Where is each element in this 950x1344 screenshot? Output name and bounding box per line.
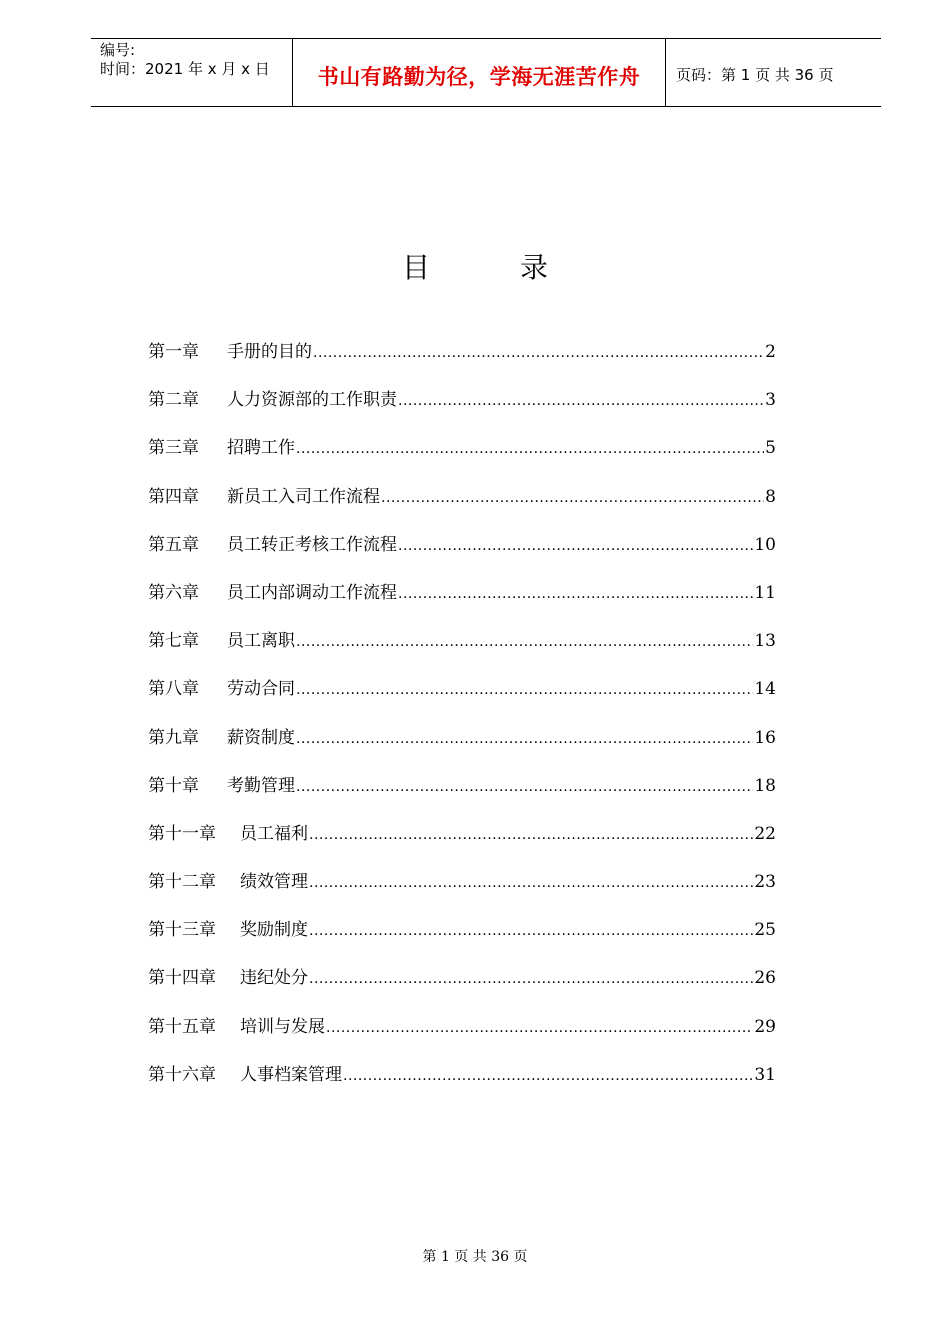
toc-chapter: 第十五章 [148,1016,216,1037]
toc-leader-dots [398,532,753,560]
toc-page-number: 13 [754,631,776,652]
toc-chapter: 第六章 [148,582,199,603]
toc-leader-dots [309,869,753,897]
toc-entry-title: 考勤管理 [227,775,295,796]
toc-page-number: 8 [765,486,776,507]
toc-entry-2[interactable] [148,386,776,434]
toc-leader-dots [326,1014,753,1042]
toc-chapter: 第七章 [148,631,199,652]
toc-entry-title: 员工转正考核工作流程 [227,534,397,555]
table-of-contents [148,338,776,1109]
toc-chapter: 第二章 [148,390,199,411]
toc-title [0,246,950,286]
toc-entry-16[interactable] [148,1061,776,1109]
toc-entry-title: 员工离职 [227,631,295,652]
toc-page-number: 23 [754,872,776,893]
toc-entry-14[interactable] [148,964,776,1012]
toc-chapter: 第十一章 [148,823,216,844]
time-label: 时间：2021 年 x 月 x 日 [100,60,270,78]
toc-entry-9[interactable] [148,724,776,772]
toc-entry-5[interactable] [148,531,776,579]
toc-leader-dots [381,484,764,512]
toc-leader-dots [313,339,764,367]
toc-leader-dots [309,917,753,945]
toc-page-number: 31 [754,1064,776,1085]
toc-leader-dots [296,628,753,656]
toc-entry-title: 手册的目的 [227,342,312,362]
toc-chapter: 第十三章 [148,920,216,941]
toc-leader-dots [343,1062,753,1090]
toc-chapter: 第十章 [148,775,199,796]
page-header [91,38,881,107]
toc-entry-11[interactable] [148,820,776,868]
toc-chapter: 第三章 [148,438,199,459]
toc-chapter: 第十六章 [148,1064,216,1085]
toc-entry-8[interactable] [148,675,776,723]
toc-page-number: 29 [754,1016,776,1037]
toc-entry-title: 奖励制度 [240,920,308,941]
toc-entry-3[interactable] [148,434,776,482]
header-motto: 书山有路勤为径，学海无涯苦作舟 [317,65,641,89]
toc-entry-4[interactable] [148,483,776,531]
toc-title-char-1: 目 [401,251,430,284]
toc-entry-title: 劳动合同 [227,679,295,700]
toc-leader-dots [309,965,753,993]
toc-page-number: 18 [754,775,776,796]
toc-entry-title: 人力资源部的工作职责 [227,390,397,411]
toc-entry-title: 员工福利 [240,823,308,844]
toc-leader-dots [309,821,753,849]
toc-entry-title: 人事档案管理 [240,1064,342,1085]
toc-leader-dots [398,387,764,415]
toc-chapter: 第四章 [148,486,199,507]
header-left-cell [91,39,293,106]
toc-page-number: 25 [754,920,776,941]
toc-entry-10[interactable] [148,772,776,820]
toc-page-number: 2 [765,342,776,362]
toc-page-number: 22 [754,823,776,844]
page-footer: 第 1 页 共 36 页 [422,1249,528,1265]
toc-entry-title: 薪资制度 [227,727,295,748]
toc-chapter: 第九章 [148,727,199,748]
toc-entry-15[interactable] [148,1013,776,1061]
toc-entry-title: 新员工入司工作流程 [227,486,380,507]
toc-entry-1[interactable] [148,338,776,386]
toc-chapter: 第一章 [148,342,199,362]
header-middle-cell [293,39,666,106]
toc-page-number: 14 [754,679,776,700]
toc-chapter: 第十二章 [148,872,216,893]
toc-leader-dots [398,580,753,608]
toc-entry-title: 违纪处分 [240,968,308,989]
toc-page-number: 3 [765,390,776,411]
toc-entry-13[interactable] [148,916,776,964]
toc-leader-dots [296,435,764,463]
toc-page-number: 16 [754,727,776,748]
toc-page-number: 26 [754,968,776,989]
toc-entry-title: 招聘工作 [227,438,295,459]
toc-chapter: 第十四章 [148,968,216,989]
toc-entry-7[interactable] [148,627,776,675]
toc-title-char-2: 录 [520,251,549,284]
toc-leader-dots [296,725,753,753]
toc-leader-dots [296,773,753,801]
toc-leader-dots [296,676,753,704]
toc-page-number: 5 [765,438,776,459]
toc-page-number: 10 [754,534,776,555]
toc-chapter: 第八章 [148,679,199,700]
toc-entry-title: 培训与发展 [240,1016,325,1037]
header-page-info: 页码：第 1 页 共 36 页 [676,66,834,84]
number-label: 编号: [100,41,136,59]
toc-entry-title: 员工内部调动工作流程 [227,582,397,603]
toc-page-number: 11 [754,582,776,603]
toc-chapter: 第五章 [148,534,199,555]
toc-entry-title: 绩效管理 [240,872,308,893]
toc-entry-6[interactable] [148,579,776,627]
header-right-cell [666,39,881,106]
toc-entry-12[interactable] [148,868,776,916]
